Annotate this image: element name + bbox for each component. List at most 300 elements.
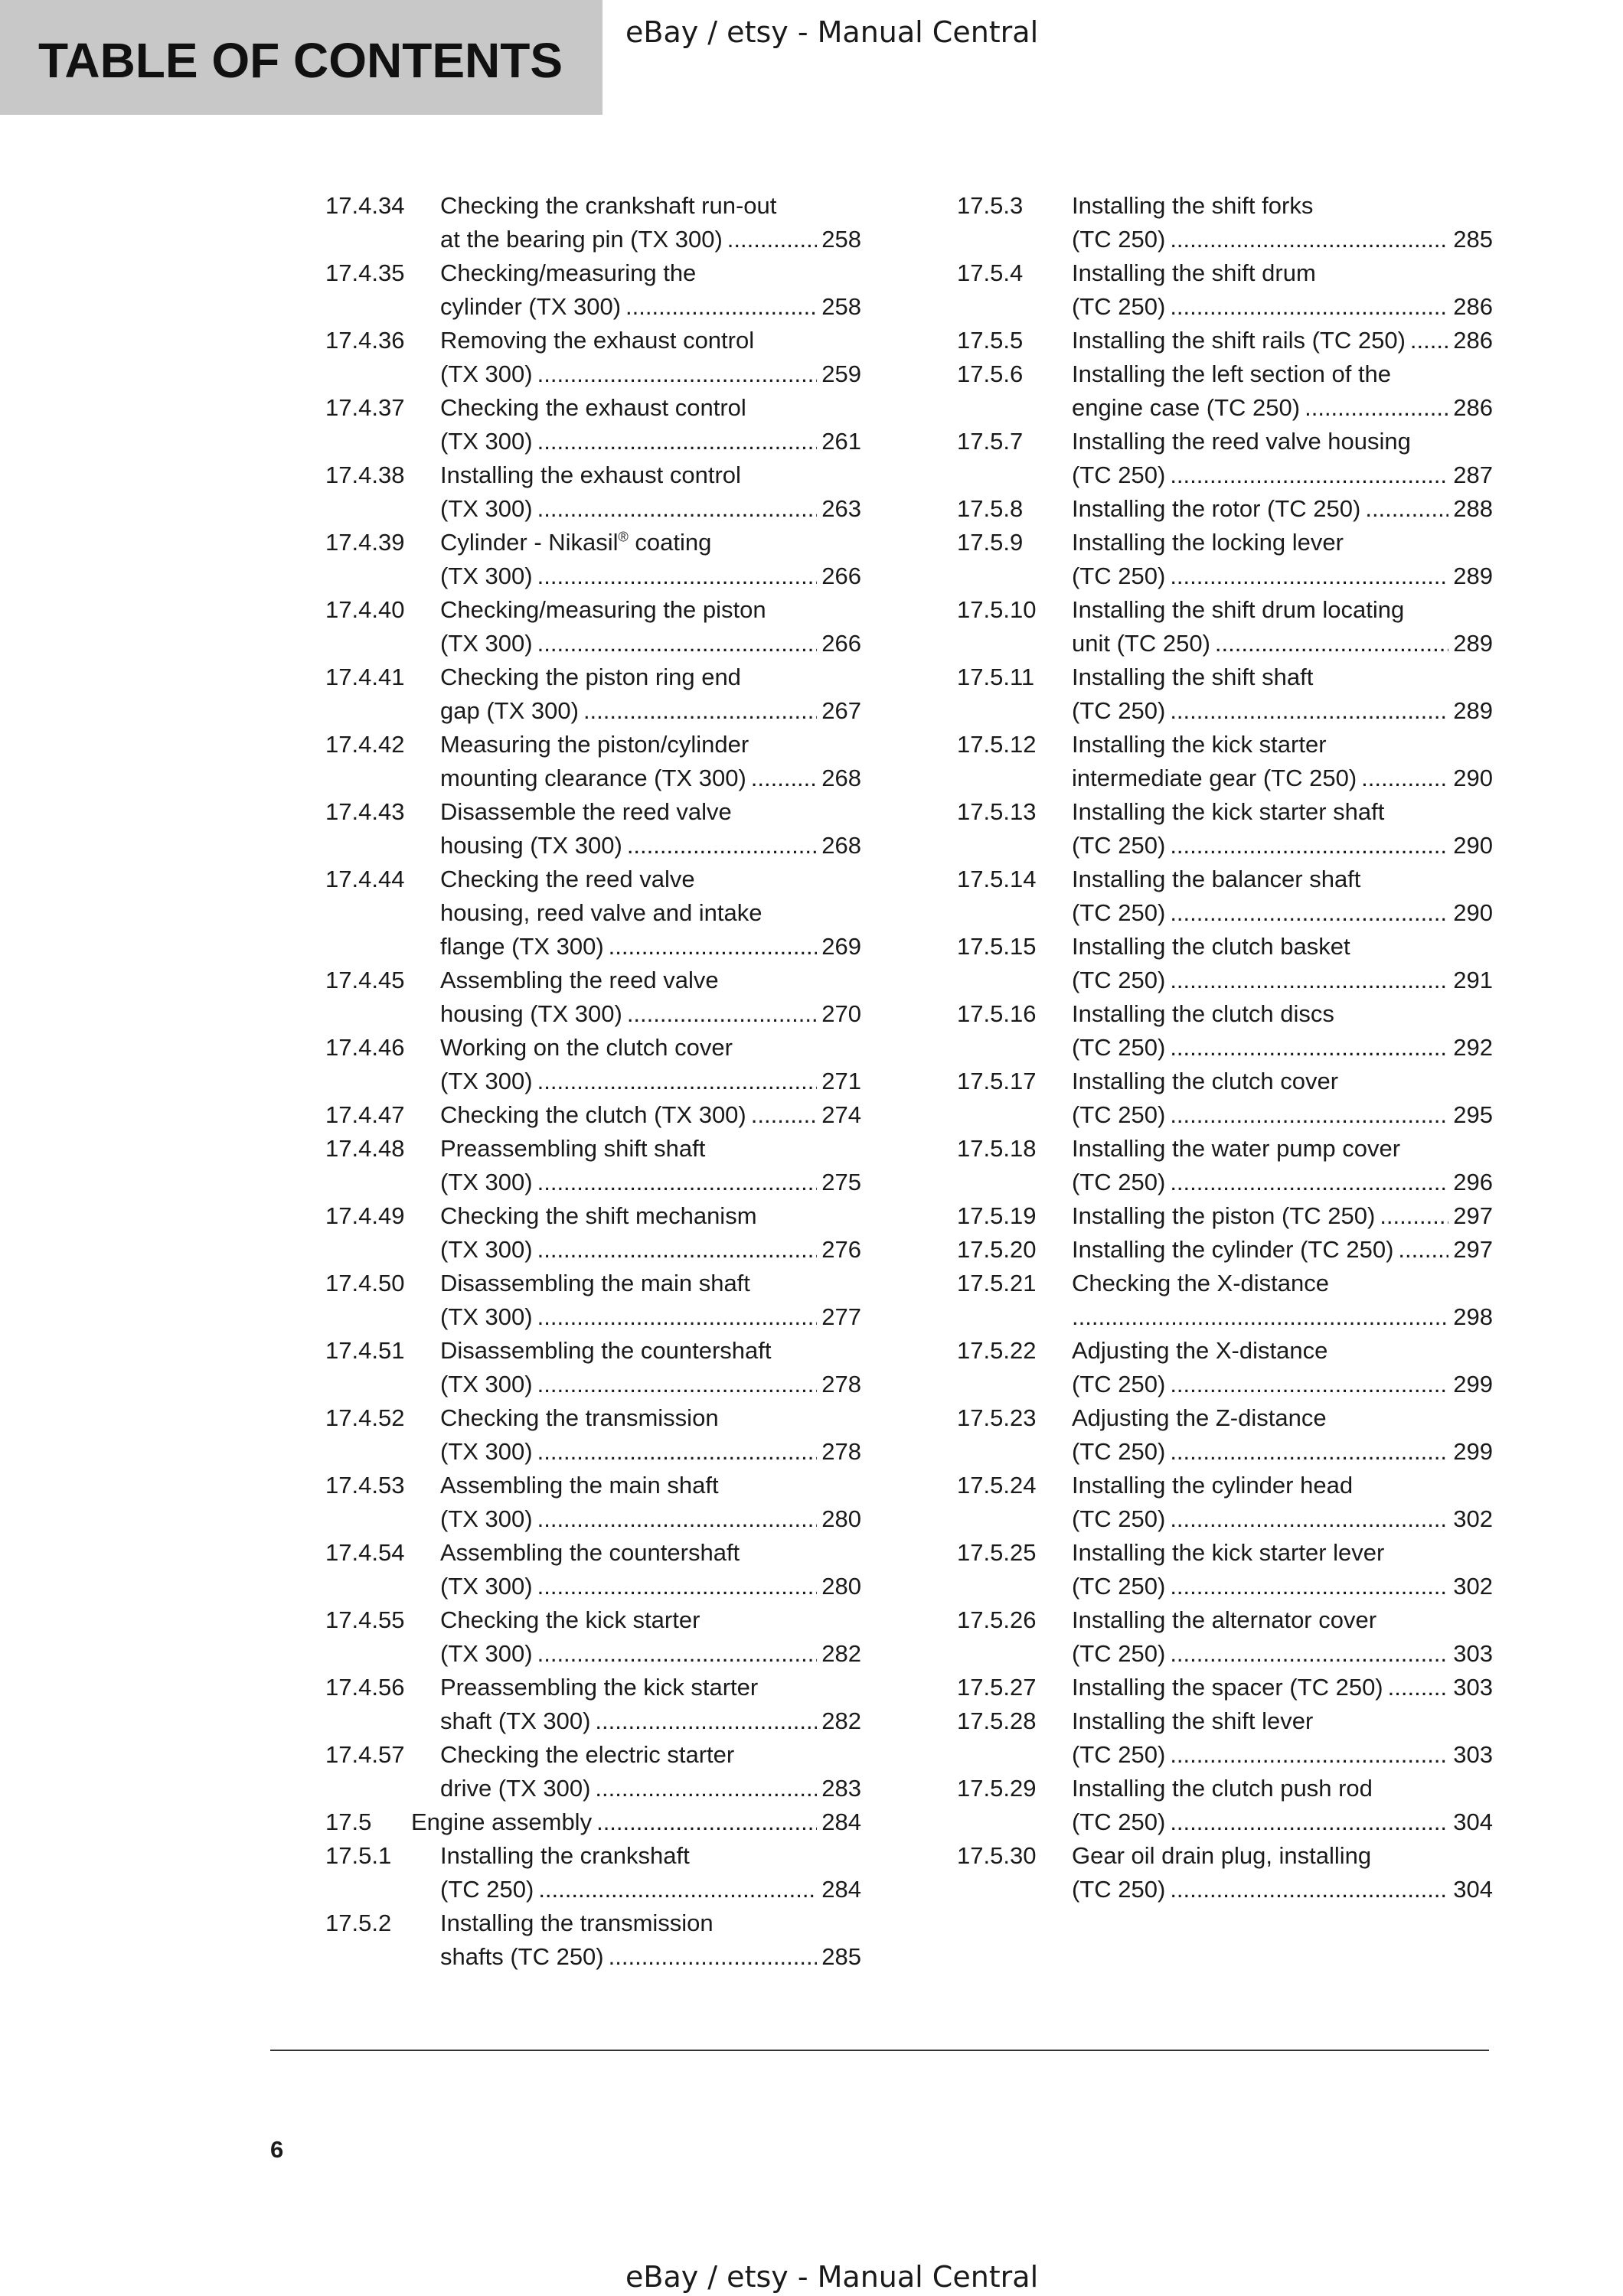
toc-entry[interactable] [325, 1536, 861, 1603]
toc-dot-leader [1170, 1805, 1448, 1839]
toc-entry-last-line [1072, 324, 1493, 357]
toc-dot-leader [751, 762, 818, 795]
watermark-top: eBay / etsy - Manual Central [625, 15, 1039, 49]
toc-entry[interactable] [325, 526, 861, 593]
page-title: TABLE OF CONTENTS [38, 33, 563, 88]
toc-entry-number: 17.4.38 [325, 461, 405, 488]
toc-entry-number: 17.4.56 [325, 1674, 405, 1701]
toc-entry-title-line: Disassembling the countershaft [440, 1337, 772, 1364]
toc-entry[interactable] [325, 863, 861, 964]
toc-entry[interactable] [957, 425, 1493, 492]
toc-entry-title-line: (TX 300) [440, 1371, 533, 1397]
toc-entry-last-line [440, 1435, 861, 1469]
toc-entry-title-line: Working on the clutch cover [440, 1034, 733, 1061]
toc-entry-page: 299 [1453, 1371, 1493, 1397]
toc-entry[interactable] [957, 526, 1493, 593]
toc-entry-page: 286 [1453, 327, 1493, 354]
toc-entry-page: 267 [821, 697, 861, 724]
toc-entry-title-line: Checking the piston ring end [440, 664, 741, 690]
toc-entry-last-line [1072, 1368, 1493, 1401]
toc-dot-leader [1170, 694, 1448, 728]
toc-entry[interactable] [957, 492, 1493, 526]
toc-entry[interactable] [325, 324, 861, 391]
toc-entry-title-line: Checking the kick starter [440, 1606, 700, 1633]
toc-entry[interactable] [957, 256, 1493, 324]
toc-entry[interactable] [957, 1199, 1493, 1233]
toc-entry-title-line: Installing the reed valve housing [1072, 428, 1411, 455]
toc-entry-number: 17.5.20 [957, 1236, 1037, 1263]
toc-entry-body [440, 863, 861, 964]
toc-entry-title-line: (TX 300) [440, 1068, 533, 1094]
toc-entry-number: 17.5.15 [957, 933, 1037, 960]
toc-entry-body [411, 1805, 861, 1839]
toc-entry-title-line: (TX 300) [440, 1573, 533, 1600]
toc-entry-last-line [1072, 492, 1493, 526]
toc-entry-title-line: (TX 300) [440, 563, 533, 589]
toc-entry-title-line: (TC 250) [440, 1876, 534, 1903]
toc-entry-page: 302 [1453, 1505, 1493, 1532]
toc-entry[interactable] [957, 1469, 1493, 1536]
toc-entry-title-line: Installing the shift forks [1072, 192, 1314, 219]
toc-entry-title-line: Checking the transmission [440, 1404, 719, 1431]
toc-entry-title-line: (TX 300) [440, 1169, 533, 1195]
toc-entry-body [440, 1334, 861, 1401]
toc-entry-title-line: Gear oil drain plug, installing [1072, 1842, 1372, 1869]
toc-entry[interactable] [957, 1772, 1493, 1839]
toc-entry-page: 280 [821, 1573, 861, 1600]
toc-entry-title-line: Installing the kick starter lever [1072, 1539, 1385, 1566]
toc-entry-number: 17.5.21 [957, 1270, 1037, 1296]
toc-dot-leader [537, 1368, 818, 1401]
toc-entry[interactable] [325, 1199, 861, 1267]
toc-dot-leader [1170, 964, 1448, 997]
toc-entry-number: 17.5.23 [957, 1404, 1037, 1431]
toc-entry-title-line: Preassembling shift shaft [440, 1135, 706, 1162]
toc-entry[interactable] [957, 863, 1493, 930]
toc-entry-number: 17.4.57 [325, 1741, 405, 1768]
toc-dot-leader [537, 559, 818, 593]
toc-entry-title-line: (TC 250) [1072, 1034, 1166, 1061]
toc-entry-body [1072, 1233, 1493, 1267]
toc-entry-number: 17.5.18 [957, 1135, 1037, 1162]
toc-entry-body [440, 1132, 861, 1199]
toc-entry-title-line: Installing the piston (TC 250) [1072, 1202, 1376, 1229]
toc-entry-page: 274 [821, 1101, 861, 1128]
toc-entry-body [1072, 1199, 1493, 1233]
toc-entry-title-line: housing (TX 300) [440, 1000, 622, 1027]
toc-entry-title-line: Checking the reed valve [440, 866, 695, 892]
toc-dot-leader [537, 425, 818, 458]
toc-entry-title-line: Installing the clutch push rod [1072, 1775, 1373, 1802]
toc-entry-title-line: (TC 250) [1072, 293, 1166, 320]
toc-entry-body [1072, 1671, 1493, 1704]
toc-entry-body [1072, 1065, 1493, 1132]
toc-entry-page: 278 [821, 1371, 861, 1397]
toc-entry-last-line [440, 1368, 861, 1401]
toc-entry-title-line: Preassembling the kick starter [440, 1674, 759, 1701]
toc-entry-number: 17.4.46 [325, 1034, 405, 1061]
toc-entry-body [1072, 728, 1493, 795]
toc-entry-number: 17.4.43 [325, 798, 405, 825]
toc-dot-leader [1170, 1166, 1448, 1199]
toc-entry-body [1072, 1704, 1493, 1772]
toc-entry-body [440, 391, 861, 458]
toc-entry-number: 17.5.25 [957, 1539, 1037, 1566]
toc-entry-title-line: Engine assembly [411, 1808, 593, 1835]
toc-entry-title-line: Installing the rotor (TC 250) [1072, 495, 1361, 522]
toc-entry-last-line [440, 1637, 861, 1671]
toc-entry[interactable] [325, 660, 861, 728]
toc-entry-title-line: (TX 300) [440, 495, 533, 522]
toc-entry-last-line [440, 357, 861, 391]
toc-entry-title-line: Checking the electric starter [440, 1741, 735, 1768]
toc-entry[interactable] [957, 1603, 1493, 1671]
toc-entry-title-line: flange (TX 300) [440, 933, 604, 960]
toc-entry-title-line: Installing the shift shaft [1072, 664, 1314, 690]
toc-entry-title-line: at the bearing pin (TX 300) [440, 226, 723, 253]
toc-entry-number: 17.5.30 [957, 1842, 1037, 1869]
toc-entry[interactable] [325, 1334, 861, 1401]
toc-entry-title-line: (TC 250) [1072, 1438, 1166, 1465]
toc-entry-title-line: Installing the crankshaft [440, 1842, 690, 1869]
toc-entry[interactable] [957, 660, 1493, 728]
toc-entry-title-line: Checking the clutch (TX 300) [440, 1101, 746, 1128]
toc-dot-leader [537, 1570, 818, 1603]
toc-dot-leader [595, 1704, 817, 1738]
toc-entry-last-line [1072, 1300, 1493, 1334]
toc-entry-title-line: Checking/measuring the [440, 259, 697, 286]
toc-entry-body [440, 1603, 861, 1671]
toc-entry[interactable] [957, 1334, 1493, 1401]
toc-entry-body [1072, 1267, 1493, 1334]
toc-entry-body [1072, 256, 1493, 324]
toc-entry[interactable] [325, 1805, 861, 1839]
toc-entry-number: 17.4.50 [325, 1270, 405, 1296]
toc-entry[interactable] [957, 728, 1493, 795]
toc-entry-title-line: housing (TX 300) [440, 832, 622, 859]
toc-entry[interactable] [325, 593, 861, 660]
toc-entry[interactable] [325, 1469, 861, 1536]
toc-entry-last-line [1072, 1098, 1493, 1132]
toc-entry[interactable] [325, 1132, 861, 1199]
toc-dot-leader [627, 997, 817, 1031]
toc-entry-last-line [440, 1502, 861, 1536]
toc-entry-last-line [440, 492, 861, 526]
toc-entry-page: 266 [821, 563, 861, 589]
watermark-bottom: eBay / etsy - Manual Central [625, 2260, 1039, 2294]
toc-entry-page: 299 [1453, 1438, 1493, 1465]
toc-entry-page: 287 [1453, 461, 1493, 488]
toc-dot-leader [1170, 1098, 1448, 1132]
toc-entry-page: 284 [821, 1876, 861, 1903]
toc-entry[interactable] [957, 357, 1493, 425]
toc-entry-title-line: (TC 250) [1072, 1876, 1166, 1903]
toc-entry-title-line: Checking/measuring the piston [440, 596, 766, 623]
toc-entry-body [1072, 1401, 1493, 1469]
toc-dot-leader [1365, 492, 1448, 526]
toc-entry-number: 17.4.49 [325, 1202, 405, 1229]
footer-divider [270, 2050, 1489, 2051]
toc-entry-body [1072, 1772, 1493, 1839]
toc-dot-leader [537, 1502, 818, 1536]
toc-entry-last-line [440, 1065, 861, 1098]
toc-entry-last-line [1072, 1199, 1493, 1233]
toc-entry[interactable] [957, 1233, 1493, 1267]
toc-entry-body [1072, 1334, 1493, 1401]
toc-entry-page: 270 [821, 1000, 861, 1027]
toc-entry-number: 17.5.5 [957, 327, 1024, 354]
toc-entry-number: 17.4.48 [325, 1135, 405, 1162]
toc-dot-leader [537, 1166, 818, 1199]
toc-dot-leader [1398, 1233, 1448, 1267]
toc-entry-title-line: (TX 300) [440, 1303, 533, 1330]
toc-entry-body [1072, 1603, 1493, 1671]
toc-entry-page: 258 [821, 293, 861, 320]
toc-entry-body [1072, 189, 1493, 256]
toc-entry-page: 297 [1453, 1202, 1493, 1229]
toc-entry-last-line [440, 1940, 861, 1974]
toc-entry-page: 302 [1453, 1573, 1493, 1600]
toc-entry-number: 17.4.39 [325, 529, 405, 556]
toc-entry-number: 17.5.24 [957, 1472, 1037, 1499]
toc-entry-last-line [440, 694, 861, 728]
toc-entry[interactable] [957, 324, 1493, 357]
toc-entry[interactable] [957, 1839, 1493, 1906]
toc-entry-page: 280 [821, 1505, 861, 1532]
toc-entry-title-line: Installing the transmission [440, 1910, 714, 1936]
toc-entry-title-line: Disassembling the main shaft [440, 1270, 750, 1296]
toc-entry-page: 290 [1453, 899, 1493, 926]
toc-entry-last-line [1072, 964, 1493, 997]
toc-entry-title-line: (TC 250) [1072, 1169, 1166, 1195]
toc-entry-title-line: Installing the clutch cover [1072, 1068, 1339, 1094]
toc-entry-title-line: mounting clearance (TX 300) [440, 765, 746, 791]
toc-entry[interactable] [325, 256, 861, 324]
toc-entry-number: 17.5.22 [957, 1337, 1037, 1364]
toc-entry-last-line [1072, 391, 1493, 425]
toc-entry-last-line [1072, 458, 1493, 492]
toc-entry-title-line: intermediate gear (TC 250) [1072, 765, 1357, 791]
toc-entry[interactable] [325, 1671, 861, 1738]
toc-entry-last-line [440, 997, 861, 1031]
toc-entry[interactable] [957, 795, 1493, 863]
header-bar [0, 0, 603, 115]
toc-dot-leader [609, 1940, 818, 1974]
toc-entry-page: 296 [1453, 1169, 1493, 1195]
toc-entry-page: 278 [821, 1438, 861, 1465]
toc-entry[interactable] [957, 1671, 1493, 1704]
toc-entry[interactable] [325, 1401, 861, 1469]
toc-dot-leader [583, 694, 817, 728]
toc-entry-title-line: (TC 250) [1072, 1371, 1166, 1397]
toc-entry-last-line [1072, 1502, 1493, 1536]
toc-entry-title-line: drive (TX 300) [440, 1775, 591, 1802]
toc-entry-number: 17.5.28 [957, 1707, 1037, 1734]
toc-entry-number: 17.5.6 [957, 360, 1024, 387]
toc-entry-body [440, 1671, 861, 1738]
toc-entry[interactable] [957, 593, 1493, 660]
toc-entry-title-line: Installing the shift lever [1072, 1707, 1314, 1734]
toc-dot-leader [1170, 1502, 1448, 1536]
toc-entry-body [1072, 930, 1493, 997]
toc-entry-body [440, 324, 861, 391]
toc-entry-number: 17.5.17 [957, 1068, 1037, 1094]
toc-entry-page: 285 [821, 1943, 861, 1970]
toc-entry-last-line [1072, 1031, 1493, 1065]
toc-entry-title-line: Cylinder - Nikasil® coating [440, 529, 712, 556]
toc-entry-title-line: gap (TX 300) [440, 697, 579, 724]
toc-entry-title-line: Adjusting the Z-distance [1072, 1404, 1327, 1431]
toc-entry[interactable] [325, 1738, 861, 1805]
toc-entry[interactable] [957, 189, 1493, 256]
toc-entry-number: 17.5.13 [957, 798, 1037, 825]
toc-entry-body [1072, 425, 1493, 492]
toc-entry-title-line: (TX 300) [440, 1505, 533, 1532]
toc-entry-title-line: Disassemble the reed valve [440, 798, 732, 825]
toc-entry-title-line: (TC 250) [1072, 461, 1166, 488]
toc-entry-body [440, 1536, 861, 1603]
toc-dot-leader [537, 1637, 818, 1671]
toc-entry[interactable] [957, 997, 1493, 1065]
toc-entry[interactable] [325, 1603, 861, 1671]
toc-entry-page: 288 [1453, 495, 1493, 522]
toc-entry-page: 283 [821, 1775, 861, 1802]
toc-dot-leader [1170, 458, 1448, 492]
toc-entry-page: 269 [821, 933, 861, 960]
toc-dot-leader [537, 357, 818, 391]
toc-entry[interactable] [325, 458, 861, 526]
toc-entry[interactable] [957, 1536, 1493, 1603]
toc-dot-leader [537, 492, 818, 526]
toc-entry-title-line: Installing the shift drum [1072, 259, 1316, 286]
toc-entry[interactable] [957, 1267, 1493, 1334]
toc-entry-page: 304 [1453, 1808, 1493, 1835]
toc-entry-title-line: Checking the crankshaft run-out [440, 192, 777, 219]
toc-entry-last-line [1072, 1637, 1493, 1671]
toc-entry-title-line: (TC 250) [1072, 697, 1166, 724]
toc-entry[interactable] [325, 1098, 861, 1132]
toc-entry-last-line [1072, 1805, 1493, 1839]
toc-entry-last-line [440, 425, 861, 458]
toc-dot-leader [751, 1098, 818, 1132]
toc-entry-title-line: (TC 250) [1072, 899, 1166, 926]
toc-entry[interactable] [325, 1267, 861, 1334]
toc-entry-last-line [1072, 223, 1493, 256]
toc-entry-title-line: (TC 250) [1072, 563, 1166, 589]
toc-entry[interactable] [325, 189, 861, 256]
toc-entry-last-line [440, 223, 861, 256]
toc-entry-last-line [440, 1570, 861, 1603]
toc-entry-body [440, 660, 861, 728]
toc-entry-title-line: (TX 300) [440, 428, 533, 455]
toc-entry-title-line: (TC 250) [1072, 226, 1166, 253]
toc-entry-page: 303 [1453, 1640, 1493, 1667]
toc-dot-leader [537, 1300, 818, 1334]
toc-entry-number: 17.4.54 [325, 1539, 405, 1566]
toc-dot-leader [1305, 391, 1448, 425]
toc-entry-body [1072, 526, 1493, 593]
toc-entry-page: 291 [1453, 967, 1493, 993]
toc-entry-last-line [440, 1098, 861, 1132]
toc-entry-page: 289 [1453, 563, 1493, 589]
toc-dot-leader [1361, 762, 1448, 795]
toc-entry[interactable] [957, 930, 1493, 997]
toc-entry[interactable] [325, 964, 861, 1031]
toc-entry[interactable] [325, 1031, 861, 1098]
toc-entry-number: 17.5 [325, 1808, 372, 1835]
toc-entry-page: 292 [1453, 1034, 1493, 1061]
toc-entry-page: 259 [821, 360, 861, 387]
toc-dot-leader [537, 1233, 818, 1267]
toc-entry-title-line: (TX 300) [440, 1640, 533, 1667]
toc-entry-body [1072, 863, 1493, 930]
toc-entry[interactable] [957, 1065, 1493, 1132]
toc-entry-body [1072, 324, 1493, 357]
toc-entry-number: 17.5.7 [957, 428, 1024, 455]
toc-entry[interactable] [325, 1839, 861, 1906]
toc-entry-body [440, 1031, 861, 1098]
toc-entry-page: 304 [1453, 1876, 1493, 1903]
toc-entry-body [440, 1267, 861, 1334]
toc-entry[interactable] [957, 1704, 1493, 1772]
toc-entry-title-line: (TC 250) [1072, 1640, 1166, 1667]
toc-entry[interactable] [325, 795, 861, 863]
toc-entry-page: 297 [1453, 1236, 1493, 1263]
toc-entry-title-line: Installing the shift drum locating [1072, 596, 1405, 623]
toc-entry-page: 289 [1453, 697, 1493, 724]
toc-entry-page: 263 [821, 495, 861, 522]
toc-dot-leader [596, 1805, 817, 1839]
toc-entry-number: 17.5.12 [957, 731, 1037, 758]
toc-entry-title-line: (TX 300) [440, 360, 533, 387]
toc-entry[interactable] [325, 728, 861, 795]
toc-entry-title-line: (TC 250) [1072, 1505, 1166, 1532]
toc-entry-last-line [1072, 694, 1493, 728]
toc-entry-body [1072, 1469, 1493, 1536]
toc-entry-body [440, 1098, 861, 1132]
toc-entry-number: 17.4.41 [325, 664, 405, 690]
toc-entry-title-line: (TX 300) [440, 1236, 533, 1263]
toc-entry-body [440, 1906, 861, 1974]
toc-entry-page: 286 [1453, 394, 1493, 421]
toc-entry-last-line [440, 1166, 861, 1199]
toc-entry-title-line: shaft (TX 300) [440, 1707, 591, 1734]
toc-entry-last-line [1072, 1570, 1493, 1603]
toc-entry-number: 17.5.10 [957, 596, 1037, 623]
toc-dot-leader [1170, 1368, 1448, 1401]
toc-entry-title-line: Checking the X-distance [1072, 1270, 1330, 1296]
toc-entry[interactable] [325, 391, 861, 458]
toc-entry-number: 17.5.3 [957, 192, 1024, 219]
toc-entry-last-line [1072, 1738, 1493, 1772]
toc-dot-leader [1410, 324, 1448, 357]
toc-entry[interactable] [957, 1401, 1493, 1469]
toc-entry[interactable] [325, 1906, 861, 1974]
toc-entry[interactable] [957, 1132, 1493, 1199]
toc-entry-number: 17.5.9 [957, 529, 1024, 556]
toc-entry-last-line [440, 1300, 861, 1334]
toc-entry-number: 17.4.52 [325, 1404, 405, 1431]
toc-entry-title-line: Installing the locking lever [1072, 529, 1344, 556]
toc-entry-page: 282 [821, 1640, 861, 1667]
toc-entry-number: 17.4.34 [325, 192, 405, 219]
toc-entry-title-line: Checking the shift mechanism [440, 1202, 757, 1229]
toc-entry-last-line [1072, 896, 1493, 930]
toc-entry-number: 17.4.37 [325, 394, 405, 421]
toc-entry-page: 303 [1453, 1674, 1493, 1701]
toc-dot-leader [609, 930, 818, 964]
toc-entry-page: 284 [821, 1808, 861, 1835]
